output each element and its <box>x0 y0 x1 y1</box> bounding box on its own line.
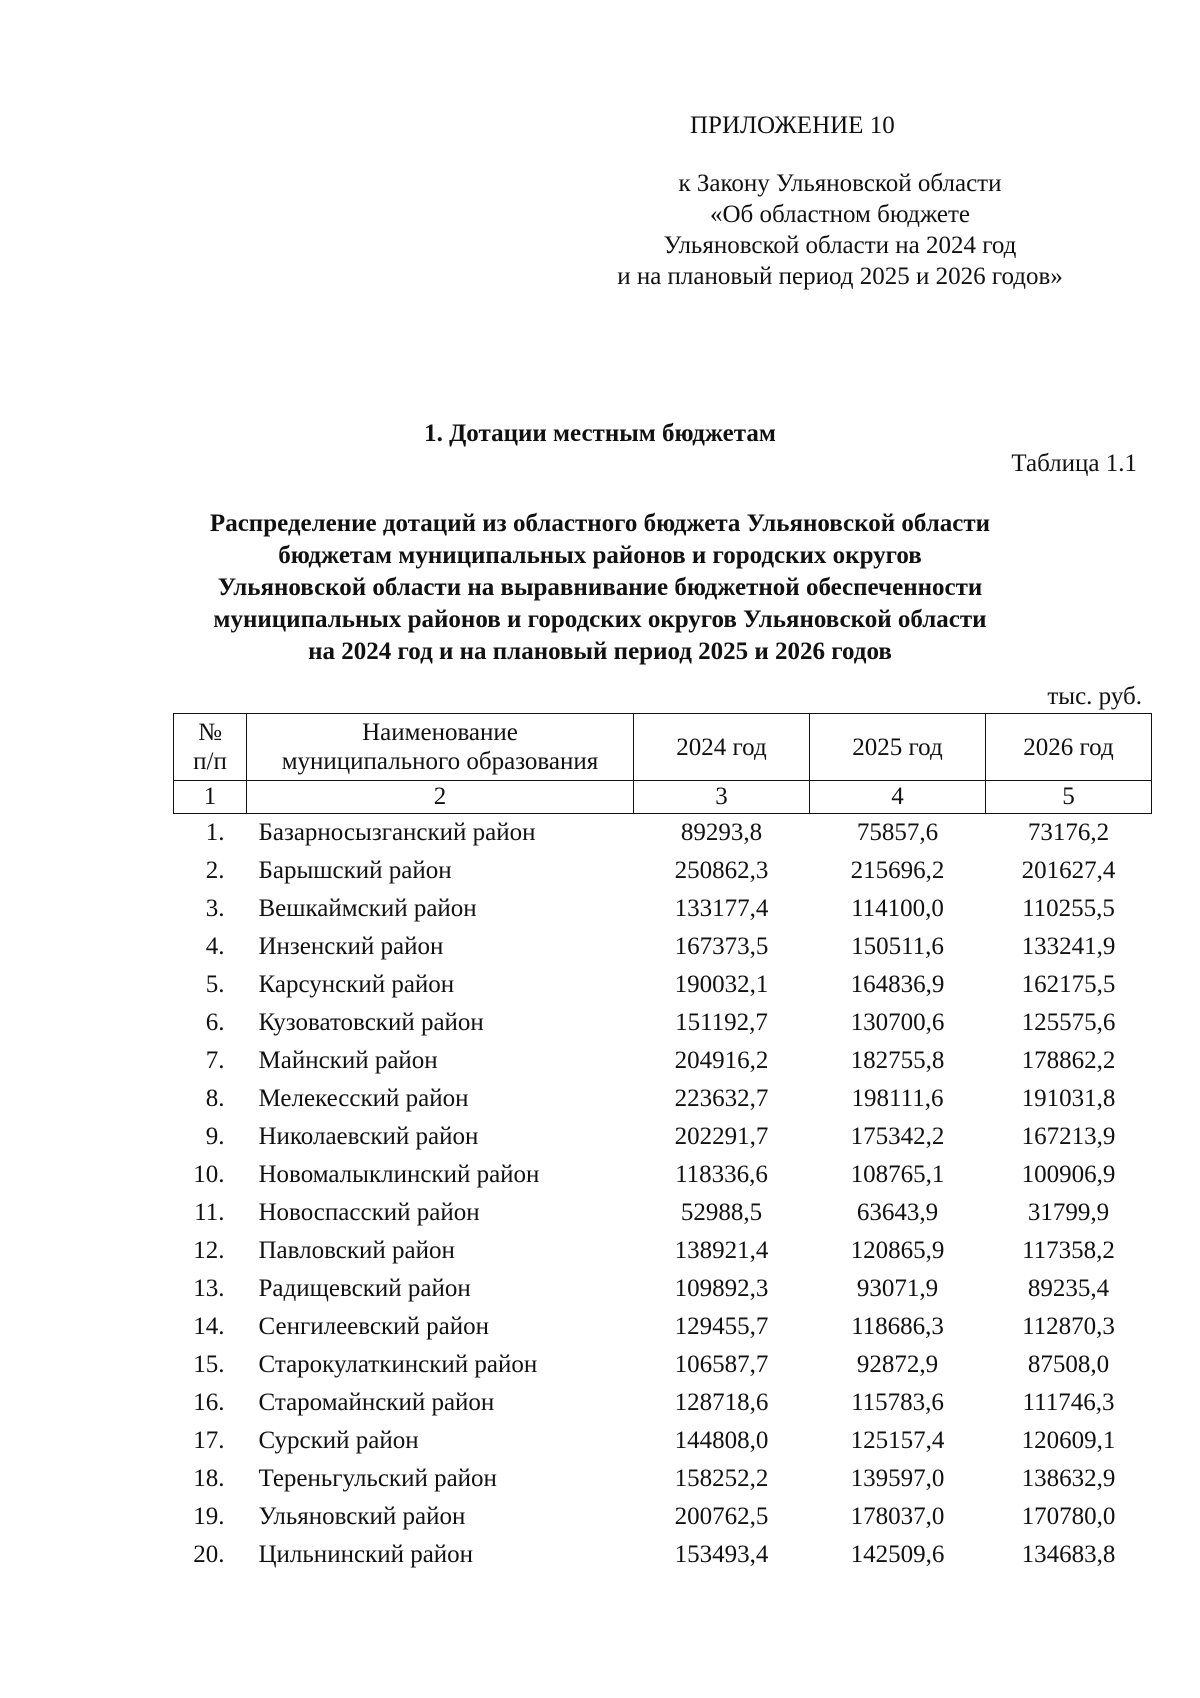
value-2024-cell: 109892,3 <box>674 1275 769 1302</box>
row-number-cell: 16. <box>193 1389 225 1416</box>
table-caption-line: на 2024 год и на плановый период 2025 и 2026 годов <box>308 638 892 665</box>
value-2025-cell: 108765,1 <box>850 1161 945 1188</box>
section-title: 1. Дотации местным бюджетам <box>424 420 776 447</box>
table-body <box>174 814 1152 1575</box>
row-number-cell: 7. <box>205 1047 225 1074</box>
table-number: Таблица 1.1 <box>1011 450 1137 477</box>
table-row <box>174 814 1152 853</box>
table-row <box>174 890 1152 928</box>
header-number <box>174 714 247 781</box>
row-number-cell: 6. <box>205 1009 225 1036</box>
value-2026-cell: 110255,5 <box>1022 895 1115 922</box>
value-2025-cell: 130700,6 <box>850 1009 945 1036</box>
header-2025: 2025 год <box>810 714 986 781</box>
value-2026-cell: 87508,0 <box>1027 1351 1110 1378</box>
municipality-name-cell: Сурский район <box>258 1427 419 1454</box>
table-row <box>174 1346 1152 1384</box>
value-2025-cell: 93071,9 <box>856 1275 939 1302</box>
value-2025-cell: 182755,8 <box>850 1047 945 1074</box>
value-2025-cell: 63643,9 <box>856 1199 939 1226</box>
value-2026-cell: 167213,9 <box>1021 1123 1116 1150</box>
column-number-row <box>174 781 1152 814</box>
table-caption-line: Ульяновской области на выравнивание бюджетной обеспеченности <box>217 574 983 601</box>
row-number-cell: 5. <box>205 971 225 998</box>
value-2025-cell: 198111,6 <box>851 1085 944 1112</box>
value-2025-cell: 125157,4 <box>850 1427 945 1454</box>
row-number-cell: 8. <box>205 1085 225 1112</box>
value-2024-cell: 129455,7 <box>674 1313 769 1340</box>
table-row <box>174 1422 1152 1460</box>
column-number: 3 <box>634 781 810 814</box>
value-2025-cell: 92872,9 <box>856 1351 939 1378</box>
value-2024-cell: 158252,2 <box>674 1465 769 1492</box>
municipality-name-cell: Майнский район <box>258 1047 438 1074</box>
table-row <box>174 1080 1152 1118</box>
header-name <box>247 714 634 781</box>
value-2024-cell: 118336,6 <box>675 1161 768 1188</box>
value-2025-cell: 115783,6 <box>851 1389 944 1416</box>
value-2025-cell: 142509,6 <box>850 1541 945 1568</box>
municipality-name-cell: Тереньгульский район <box>258 1465 497 1492</box>
table-row <box>174 1536 1152 1574</box>
value-2025-cell: 215696,2 <box>850 857 945 884</box>
value-2024-cell: 106587,7 <box>674 1351 769 1378</box>
table-row <box>174 928 1152 966</box>
row-number-cell: 2. <box>205 857 225 884</box>
table-row <box>174 1460 1152 1498</box>
column-number: 4 <box>810 781 986 814</box>
table-row <box>174 966 1152 1004</box>
units-label: тыс. руб. <box>1047 683 1142 710</box>
value-2026-cell: 111746,3 <box>1022 1389 1115 1416</box>
table-row <box>174 1384 1152 1422</box>
table-row <box>174 1004 1152 1042</box>
value-2026-cell: 162175,5 <box>1021 971 1116 998</box>
value-2024-cell: 144808,0 <box>674 1427 769 1454</box>
value-2024-cell: 89293,8 <box>680 819 763 846</box>
value-2026-cell: 133241,9 <box>1021 933 1116 960</box>
value-2026-cell: 89235,4 <box>1027 1275 1110 1302</box>
row-number-cell: 18. <box>193 1465 225 1492</box>
law-reference-line: к Закону Ульяновской области <box>678 170 1002 197</box>
value-2024-cell: 167373,5 <box>674 933 769 960</box>
row-number-cell: 17. <box>193 1427 225 1454</box>
municipality-name-cell: Новоспасский район <box>258 1199 480 1226</box>
municipality-name-cell: Карсунский район <box>258 971 455 998</box>
header-name-line1: Наименование <box>362 719 518 746</box>
row-number-cell: 4. <box>205 933 225 960</box>
table-caption-line: бюджетам муниципальных районов и городских округов <box>278 542 922 569</box>
municipality-name-cell: Базарносызганский район <box>258 819 536 846</box>
value-2024-cell: 133177,4 <box>674 895 769 922</box>
value-2025-cell: 114100,0 <box>851 895 944 922</box>
value-2026-cell: 134683,8 <box>1021 1541 1116 1568</box>
value-2024-cell: 138921,4 <box>674 1237 769 1264</box>
value-2025-cell: 178037,0 <box>850 1503 945 1530</box>
municipality-name-cell: Старомайнский район <box>258 1389 495 1416</box>
column-number: 5 <box>986 781 1152 814</box>
municipality-name-cell: Старокулаткинский район <box>258 1351 538 1378</box>
value-2024-cell: 128718,6 <box>674 1389 769 1416</box>
table-row <box>174 1270 1152 1308</box>
municipality-name-cell: Инзенский район <box>258 933 444 960</box>
row-number-cell: 13. <box>193 1275 225 1302</box>
table-row <box>174 852 1152 890</box>
header-number-line1: № <box>198 719 222 746</box>
municipality-name-cell: Кузоватовский район <box>258 1009 484 1036</box>
table-row <box>174 1232 1152 1270</box>
value-2025-cell: 150511,6 <box>851 933 944 960</box>
value-2026-cell: 117358,2 <box>1022 1237 1115 1264</box>
table-row <box>174 1118 1152 1156</box>
value-2024-cell: 190032,1 <box>674 971 769 998</box>
municipality-name-cell: Павловский район <box>258 1237 455 1264</box>
value-2024-cell: 250862,3 <box>674 857 769 884</box>
table-row <box>174 1498 1152 1536</box>
row-number-cell: 10. <box>193 1161 225 1188</box>
municipality-name-cell: Ульяновский район <box>258 1503 466 1530</box>
value-2024-cell: 202291,7 <box>674 1123 769 1150</box>
table-row <box>174 1308 1152 1346</box>
municipality-name-cell: Цильнинский район <box>258 1541 474 1568</box>
table-caption-line: муниципальных районов и городских округов Ульяновской области <box>213 606 987 633</box>
row-number-cell: 19. <box>193 1503 225 1530</box>
municipality-name-cell: Новомалыклинский район <box>258 1161 540 1188</box>
table-caption-line: Распределение дотаций из областного бюджета Ульяновской области <box>209 510 991 537</box>
value-2024-cell: 151192,7 <box>675 1009 768 1036</box>
value-2026-cell: 31799,9 <box>1027 1199 1110 1226</box>
value-2025-cell: 75857,6 <box>856 819 939 846</box>
value-2024-cell: 153493,4 <box>674 1541 769 1568</box>
table-row <box>174 1194 1152 1232</box>
row-number-cell: 3. <box>205 895 225 922</box>
row-number-cell: 1. <box>205 819 225 846</box>
table-caption <box>0 508 1200 668</box>
value-2024-cell: 223632,7 <box>674 1085 769 1112</box>
table-row <box>174 1156 1152 1194</box>
row-number-cell: 15. <box>193 1351 225 1378</box>
annex-title: ПРИЛОЖЕНИЕ 10 <box>690 112 895 139</box>
value-2026-cell: 125575,6 <box>1021 1009 1116 1036</box>
subsidies-table <box>173 713 1152 1574</box>
row-number-cell: 12. <box>193 1237 225 1264</box>
value-2024-cell: 52988,5 <box>680 1199 763 1226</box>
municipality-name-cell: Радищевский район <box>258 1275 471 1302</box>
value-2025-cell: 175342,2 <box>850 1123 945 1150</box>
header-name-line2: муниципального образования <box>281 748 599 775</box>
value-2026-cell: 201627,4 <box>1021 857 1116 884</box>
law-reference-line: Ульяновской области на 2024 год <box>663 232 1017 259</box>
value-2026-cell: 178862,2 <box>1021 1047 1116 1074</box>
law-reference-line: и на плановый период 2025 и 2026 годов» <box>617 263 1063 290</box>
municipality-name-cell: Николаевский район <box>258 1123 479 1150</box>
value-2025-cell: 164836,9 <box>850 971 945 998</box>
value-2024-cell: 200762,5 <box>674 1503 769 1530</box>
row-number-cell: 9. <box>205 1123 225 1150</box>
header-2026: 2026 год <box>986 714 1152 781</box>
column-number: 2 <box>247 781 634 814</box>
header-number-line2: п/п <box>193 748 227 775</box>
value-2025-cell: 139597,0 <box>850 1465 945 1492</box>
table-row <box>174 1042 1152 1080</box>
municipality-name-cell: Вешкаймский район <box>258 895 477 922</box>
header-2024: 2024 год <box>634 714 810 781</box>
row-number-cell: 20. <box>193 1541 225 1568</box>
law-reference <box>560 168 1120 292</box>
law-reference-line: «Об областном бюджете <box>709 201 971 228</box>
table-header-row <box>174 714 1152 781</box>
municipality-name-cell: Мелекесский район <box>258 1085 469 1112</box>
municipality-name-cell: Сенгилеевский район <box>258 1313 490 1340</box>
value-2026-cell: 100906,9 <box>1021 1161 1116 1188</box>
value-2024-cell: 204916,2 <box>674 1047 769 1074</box>
value-2026-cell: 112870,3 <box>1022 1313 1115 1340</box>
column-number: 1 <box>174 781 247 814</box>
row-number-cell: 11. <box>194 1199 225 1226</box>
value-2026-cell: 170780,0 <box>1021 1503 1116 1530</box>
municipality-name-cell: Барышский район <box>258 857 452 884</box>
row-number-cell: 14. <box>193 1313 225 1340</box>
value-2026-cell: 138632,9 <box>1021 1465 1116 1492</box>
value-2026-cell: 191031,8 <box>1021 1085 1116 1112</box>
value-2025-cell: 120865,9 <box>850 1237 945 1264</box>
value-2025-cell: 118686,3 <box>851 1313 944 1340</box>
value-2026-cell: 120609,1 <box>1021 1427 1116 1454</box>
value-2026-cell: 73176,2 <box>1027 819 1110 846</box>
